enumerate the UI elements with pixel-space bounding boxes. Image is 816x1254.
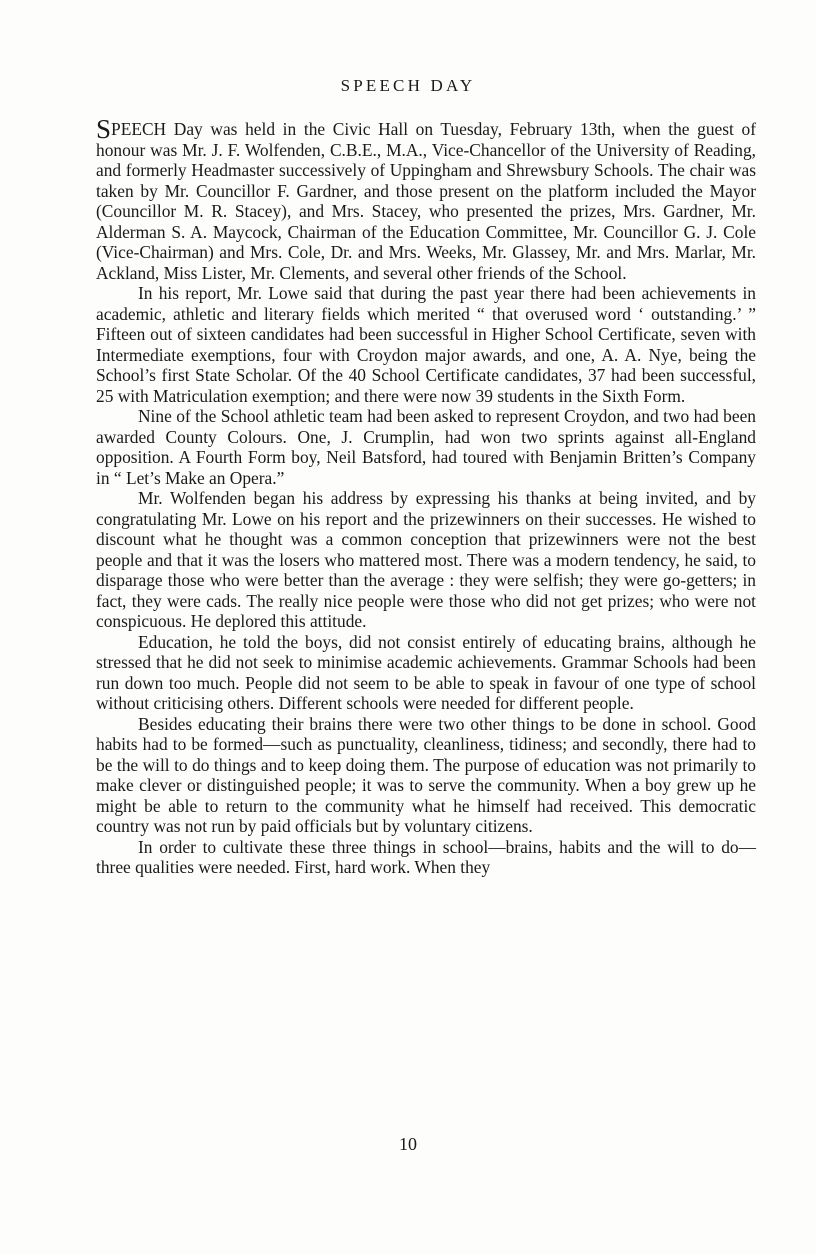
paragraph-3: Nine of the School athletic team had been asked to represent Croydon, and two had been awarded County Colours. One, J. Crumplin, had won two sprints against all-England opposition. A Fourth Form boy, Neil Batsford, had toured with Benjamin Britten’s Company in “ Let’s Make an Opera.” xyxy=(96,406,756,488)
paragraph-7: In order to cultivate these three things in school—brains, habits and the will to do—three qualities were needed. First, hard work. When they xyxy=(96,836,756,877)
paragraph-5: Education, he told the boys, did not consist entirely of educating brains, although he stressed that he did not seek to minimise academic achievements. Grammar Schools had been run down too much. People did not seem to be able to speak in favour of one type of school without criticising others. Different schools were needed for different people. xyxy=(96,631,756,713)
drop-cap: S xyxy=(96,114,112,144)
page-title: SPEECH DAY xyxy=(340,76,476,95)
paragraph-6: Besides educating their brains there were two other things to be done in school. Good habits had to be formed—such as punctuality, cleanliness, tidiness; and secondly, there had to be the will to do things and to keep doing them. The purpose of education was not primarily to make clever or distinguished people; it was to serve the community. When a boy grew up he might be able to return to the community what he himself had received. This democratic country was not run by paid officials but by voluntary citizens. xyxy=(96,713,756,836)
paragraph-4: Mr. Wolfenden began his address by expressing his thanks at being invited, and by congratulating Mr. Lowe on his report and the prizewinners on their successes. He wished to discount what he thought was a common conception that prizewinners were not the best people and that it was the losers who mattered most. There was a modern tendency, he said, to disparage those who were better than the average : they were selfish; they were go-getters; in fact, they were cads. The really nice people were those who did not get prizes; who were not conspicuous. He deplored this attitude. xyxy=(96,488,756,631)
paragraph-2: In his report, Mr. Lowe said that during the past year there had been achievements in academic, athletic and literary fields which merited “ that overused word ‘ outstanding.’ ” Fifteen out of sixteen candidates had been successful in Higher School Certificate, seven with Intermediate exemptions, four with Croydon major awards, and one, A. A. Nye, being the School’s first State Scholar. Of the 40 School Certificate candidates, 37 had been successful, 25 with Matriculation exemption; and there were now 39 students in the Sixth Form. xyxy=(96,283,756,406)
paragraph-1 xyxy=(96,116,756,283)
article-body xyxy=(96,116,756,878)
paragraph-1-text: PEECH Day was held in the Civic Hall on Tuesday, February 13th, when the guest of honour was Mr. J. F. Wolfenden, C.B.E., M.A., Vice-Chancellor of the University of Reading, and formerly Headmaster successively of Uppingham and Shrewsbury Schools. The chair was taken by Mr. Councillor F. Gardner, and those present on the platform included the Mayor (Councillor M. R. Stacey), and Mrs. Stacey, who presented the prizes, Mrs. Gardner, Mr. Alderman S. A. Maycock, Chairman of the Education Committee, Mr. Councillor G. J. Cole (Vice-Chairman) and Mrs. Cole, Dr. and Mrs. Weeks, Mr. Glassey, Mr. and Mrs. Marlar, Mr. Ackland, Miss Lister, Mr. Clements, and several other friends of the School. xyxy=(96,119,756,283)
page-number: 10 xyxy=(399,1134,417,1154)
